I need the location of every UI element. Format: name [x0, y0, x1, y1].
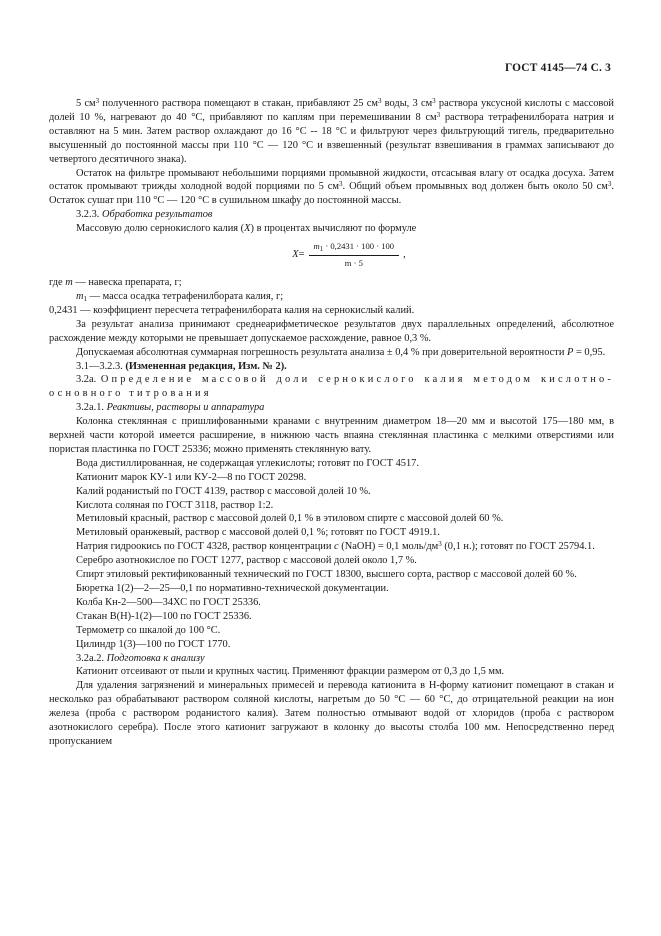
- formula-denominator: m · 5: [344, 257, 363, 268]
- section-3-2a-2-heading: 3.2а.2. Подготовка к анализу: [76, 652, 205, 664]
- reagent-item: Серебро азотнокислое по ГОСТ 1277, раствор с массовой долей около 1,7 %.: [76, 555, 417, 567]
- formula-lhs: X: [292, 249, 299, 261]
- reagent-item: Спирт этиловый ректификованный технический по ГОСТ 18300, высшего сорта, раствор с массовой долей 60 %.: [76, 569, 577, 581]
- reagent-item: Катионит марок КУ-1 или КУ-2—8 по ГОСТ 20298.: [76, 471, 307, 483]
- reagent-item: Кислота соляная по ГОСТ 3118, раствор 1:2.: [76, 499, 274, 511]
- calculation-formula: X = $\frac{m_1 \cdot 0,2431 \cdot 100 \cdot 100}{m \cdot 5}$ ,: [49, 237, 614, 273]
- formula-fraction: [309, 240, 400, 271]
- formula-where-coefficient: 0,2431 — коэффициент пересчета тетрафенилбората калия на сернокислый калий.: [49, 304, 415, 316]
- paragraph-cation-preparation: Для удаления загрязнений и минеральных примесей и перевода катионита в Н-форму катионит помещают в стакан и несколько раз обрабатывают раствором соляной кислоты, нагретым до 50 °С — 60 °С, до отрицательной реакции на ион железа (проба с раствором роданистого калия). Затем полностью отмывают водой от хлоридов (проба с раствором азотнокислого серебра). После этого катионит загружают в колонку до высоты столба 100 мм. Непосредственно перед пропусканием: [49, 680, 614, 747]
- formula-where-m: где m — навеска препарата, г;: [49, 277, 182, 289]
- reagent-item: Калий роданистый по ГОСТ 4139, раствор с массовой долей 10 %.: [76, 485, 371, 497]
- reagent-item: Колонка стеклянная с пришлифованными кранами с внутренним диаметром 18—20 мм и высотой 175—180 мм, в верхней части которой имеется расширение, в нижнюю часть впаяна стеклянная пластинка с мелкими отверстиями или пористая пластинка по ГОСТ 25336; можно применять стеклянную вату.: [49, 416, 614, 455]
- reagent-item: Метиловый оранжевый, раствор с массовой долей 0,1 %; готовят по ГОСТ 4919.1.: [76, 527, 440, 539]
- paragraph-residue-washing: Остаток на фильтре промывают небольшими порциями промывной жидкости, отсасывая влагу от осадка досуха. Затем остаток промывают трижды холодной водой порциями по 5 $см^3$. Общий объем промывных вод должен быть около 50 $см^3$. Остаток сушат при 110 °С — 120 °С в сушильном шкафу до постоянной массы.: [49, 167, 614, 207]
- paragraph-cation-sieving: Катионит отсеивают от пыли и крупных частиц. Применяют фракции размером от 0,3 до 1,5 мм.: [76, 666, 505, 678]
- document-body: [49, 97, 614, 749]
- reagent-item: Колба Кн-2—500—34ХС по ГОСТ 25336.: [76, 596, 261, 608]
- reagent-item: Стакан В(Н)-1(2)—100 по ГОСТ 25336.: [76, 610, 252, 622]
- section-3-2a-1-heading: 3.2а.1. Реактивы, растворы и аппаратура: [76, 402, 265, 414]
- reagent-item: Натрия гидроокись по ГОСТ 4328, раствор концентрации c (NaOH) = 0,1 моль/$дм^3$ (0,1 н.); готовят по ГОСТ 25794.1.: [76, 540, 595, 553]
- reagent-item: Вода дистиллированная, не содержащая углекислоты; готовят по ГОСТ 4517.: [76, 457, 419, 469]
- reagent-item: Цилиндр 1(3)—100 по ГОСТ 1770.: [76, 638, 231, 650]
- paragraph-formula-intro: Массовую долю сернокислого калия (X) в процентах вычисляют по формуле: [76, 223, 417, 235]
- paragraph-result-average: За результат анализа принимают среднеарифметическое результатов двух параллельных определений, абсолютное расхождение между которыми не превышает допускаемое расхождение, равное 0,3 %.: [49, 318, 614, 344]
- reagent-item: Метиловый красный, раствор с массовой долей 0,1 % в этиловом спирте с массовой долей 60 %.: [76, 513, 504, 525]
- reagent-item: Термометр со шкалой до 100 °С.: [76, 624, 221, 636]
- formula-where-m1: $m_1$ — масса осадка тетрафенилбората калия, г;: [76, 290, 284, 303]
- page-header: ГОСТ 4145—74 С. 3: [504, 62, 611, 74]
- amendment-note: 3.1—3.2.3. (Измененная редакция, Изм. № 2).: [76, 360, 287, 372]
- reagent-item: Бюретка 1(2)—2—25—0,1 по нормативно-технической документации.: [76, 583, 389, 594]
- paragraph-sample-treatment: 5 $см^3$ полученного раствора помещают в стакан, прибавляют 25 $см^3$ воды, 3 $см^3$ раствора уксусной кислоты с массовой долей 10 %, нагревают до 40 °С, прибавляют по каплям при перемешивании 8 $см^3$ раствора тетрафенилбората натрия и оставляют на 5 мин. Затем раствор охлаждают до 16 °С -- 18 °С и фильтруют через фильтрующий тигель, предварительно высушенный до постоянной массы при 110 °С — 120 °С и взвешенный (результат взвешивания в граммах записывают до четвертого десятичного знака).: [49, 97, 614, 165]
- section-3-2a-heading: 3.2а. Определение массовой доли сернокислого калия методом кислотно-основного титрования: [49, 374, 615, 400]
- paragraph-error-tolerance: Допускаемая абсолютная суммарная погрешность результата анализа ± 0,4 % при доверительной вероятности P = 0,95.: [76, 346, 606, 358]
- formula-numerator: $m_1 \cdot 0,2431 \cdot 100 \cdot 100$: [309, 240, 400, 256]
- section-3-2-3-heading: 3.2.3. Обработка результатов: [76, 209, 213, 221]
